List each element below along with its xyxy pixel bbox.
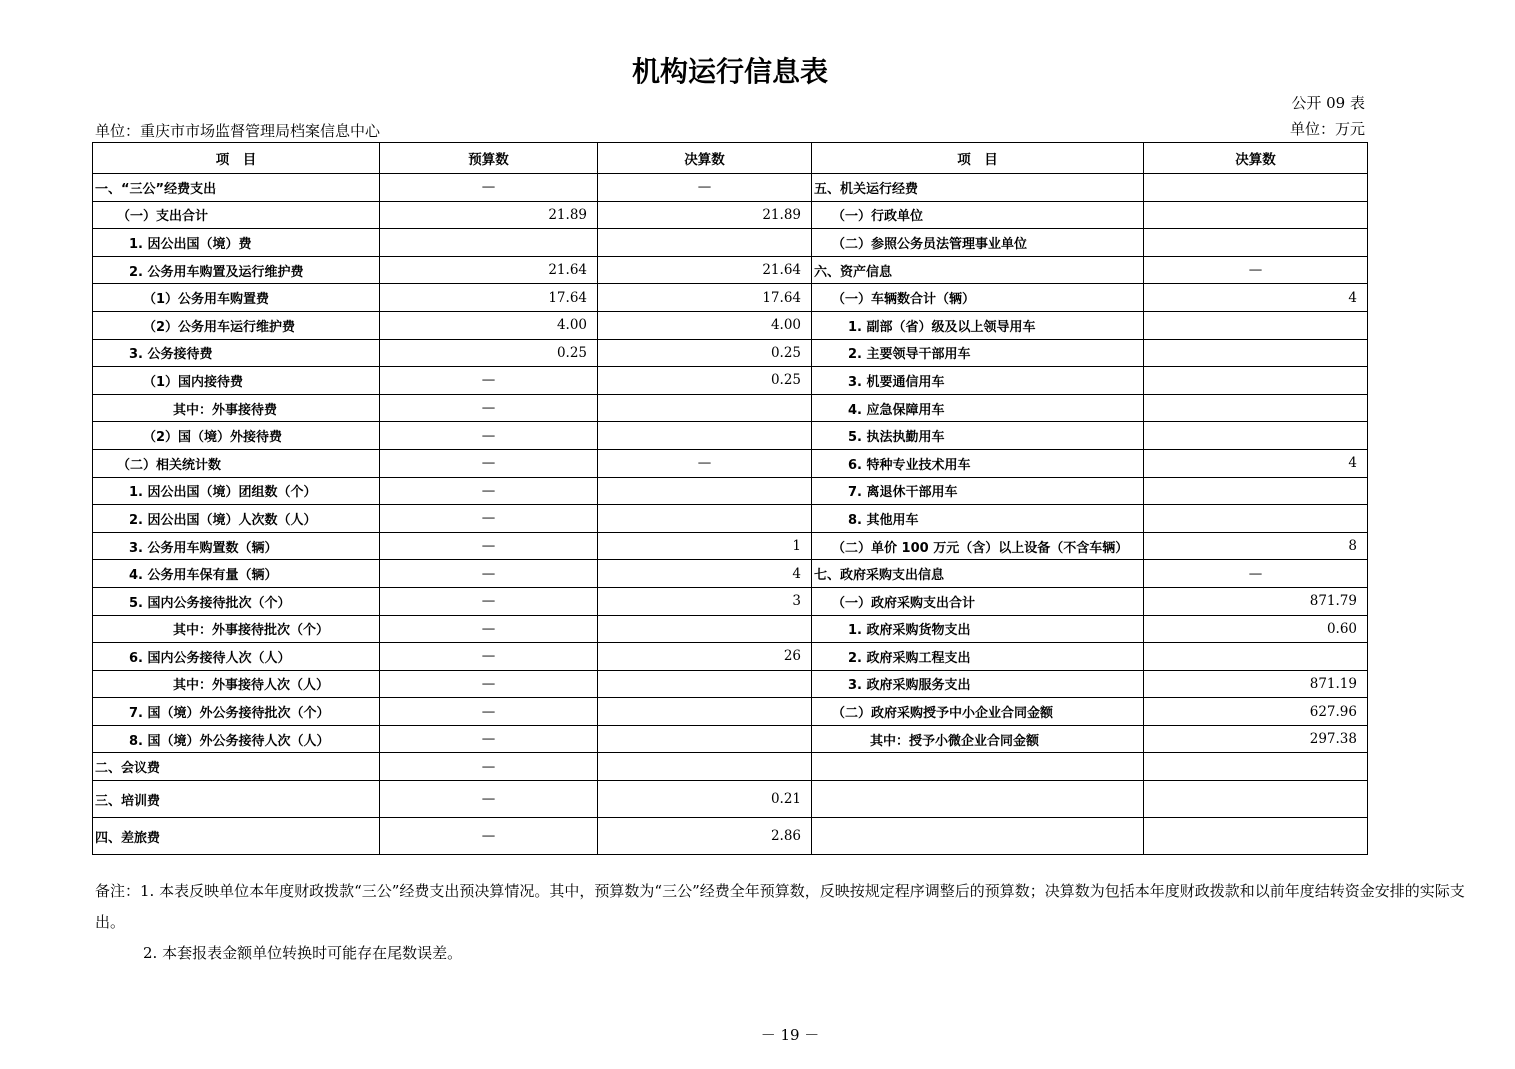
table-row bbox=[93, 532, 1368, 560]
final-value-left: 0.21 bbox=[598, 781, 812, 818]
final-value-right bbox=[1144, 229, 1368, 257]
left-item-label: （2）国（境）外接待费 bbox=[93, 422, 380, 450]
right-item-label: 8. 其他用车 bbox=[812, 505, 1144, 533]
budget-value bbox=[380, 229, 598, 257]
left-item-label: （2）公务用车运行维护费 bbox=[93, 311, 380, 339]
left-item-label: （二）相关统计数 bbox=[93, 449, 380, 477]
final-value-right bbox=[1144, 201, 1368, 229]
table-row bbox=[93, 422, 1368, 450]
table-row bbox=[93, 725, 1368, 753]
final-value-left bbox=[598, 394, 812, 422]
budget-value: — bbox=[380, 422, 598, 450]
final-value-left bbox=[598, 505, 812, 533]
left-item-label: 1. 因公出国（境）团组数（个） bbox=[93, 477, 380, 505]
right-item-label: 1. 政府采购货物支出 bbox=[812, 615, 1144, 643]
left-item-label: 其中：外事接待费 bbox=[93, 394, 380, 422]
final-value-left bbox=[598, 753, 812, 781]
final-value-left: 0.25 bbox=[598, 339, 812, 367]
left-item-label: 8. 国（境）外公务接待人次（人） bbox=[93, 725, 380, 753]
right-item-label: 2. 政府采购工程支出 bbox=[812, 643, 1144, 671]
table-row bbox=[93, 339, 1368, 367]
left-item-label: 4. 公务用车保有量（辆） bbox=[93, 560, 380, 588]
final-value-left: 21.64 bbox=[598, 256, 812, 284]
right-item-label: 其中：授予小微企业合同金额 bbox=[812, 725, 1144, 753]
table-row bbox=[93, 615, 1368, 643]
final-value-right: 627.96 bbox=[1144, 698, 1368, 726]
final-value-left bbox=[598, 477, 812, 505]
budget-value: 0.25 bbox=[380, 339, 598, 367]
right-item-label: 5. 执法执勤用车 bbox=[812, 422, 1144, 450]
notes bbox=[95, 876, 1485, 969]
budget-value: — bbox=[380, 725, 598, 753]
budget-value: — bbox=[380, 532, 598, 560]
budget-value: — bbox=[380, 560, 598, 588]
final-value-right: 871.19 bbox=[1144, 670, 1368, 698]
left-item-label: 四、差旅费 bbox=[93, 818, 380, 855]
table-row bbox=[93, 477, 1368, 505]
table-row bbox=[93, 201, 1368, 229]
left-item-label: 其中：外事接待批次（个） bbox=[93, 615, 380, 643]
col-header-final-right: 决算数 bbox=[1144, 143, 1368, 174]
budget-value: 17.64 bbox=[380, 284, 598, 312]
right-item-label bbox=[812, 818, 1144, 855]
right-item-label: 五、机关运行经费 bbox=[812, 174, 1144, 202]
left-item-label: 其中：外事接待人次（人） bbox=[93, 670, 380, 698]
table-row bbox=[93, 256, 1368, 284]
info-table bbox=[92, 142, 1368, 855]
left-item-label: 1. 因公出国（境）费 bbox=[93, 229, 380, 257]
final-value-right: 0.60 bbox=[1144, 615, 1368, 643]
final-value-right: 871.79 bbox=[1144, 587, 1368, 615]
final-value-left bbox=[598, 698, 812, 726]
budget-value: — bbox=[380, 643, 598, 671]
final-value-left bbox=[598, 229, 812, 257]
left-item-label: 5. 国内公务接待批次（个） bbox=[93, 587, 380, 615]
final-value-left bbox=[598, 422, 812, 450]
final-value-left: — bbox=[598, 174, 812, 202]
left-item-label: 一、“三公”经费支出 bbox=[93, 174, 380, 202]
budget-value: — bbox=[380, 449, 598, 477]
right-item-label: 1. 副部（省）级及以上领导用车 bbox=[812, 311, 1144, 339]
right-item-label: 7. 离退休干部用车 bbox=[812, 477, 1144, 505]
right-item-label: 4. 应急保障用车 bbox=[812, 394, 1144, 422]
table-row bbox=[93, 643, 1368, 671]
right-item-label: 6. 特种专业技术用车 bbox=[812, 449, 1144, 477]
final-value-left: 1 bbox=[598, 532, 812, 560]
final-value-left: 21.89 bbox=[598, 201, 812, 229]
table-row bbox=[93, 781, 1368, 818]
right-item-label: 3. 政府采购服务支出 bbox=[812, 670, 1144, 698]
right-item-label bbox=[812, 781, 1144, 818]
budget-value: 21.64 bbox=[380, 256, 598, 284]
table-row bbox=[93, 367, 1368, 395]
budget-value: — bbox=[380, 670, 598, 698]
right-item-label: （二）政府采购授予中小企业合同金额 bbox=[812, 698, 1144, 726]
table-row bbox=[93, 174, 1368, 202]
final-value-right: 297.38 bbox=[1144, 725, 1368, 753]
budget-value: — bbox=[380, 753, 598, 781]
table-row bbox=[93, 698, 1368, 726]
left-item-label: 3. 公务接待费 bbox=[93, 339, 380, 367]
left-item-label: 3. 公务用车购置数（辆） bbox=[93, 532, 380, 560]
table-row bbox=[93, 818, 1368, 855]
final-value-left: 3 bbox=[598, 587, 812, 615]
final-value-right: 8 bbox=[1144, 532, 1368, 560]
final-value-right bbox=[1144, 753, 1368, 781]
col-header-final-left: 决算数 bbox=[598, 143, 812, 174]
right-item-label: （一）行政单位 bbox=[812, 201, 1144, 229]
final-value-left: 0.25 bbox=[598, 367, 812, 395]
left-item-label: （1）公务用车购置费 bbox=[93, 284, 380, 312]
table-row bbox=[93, 394, 1368, 422]
final-value-right bbox=[1144, 339, 1368, 367]
final-value-right bbox=[1144, 818, 1368, 855]
final-value-left: 26 bbox=[598, 643, 812, 671]
budget-value: — bbox=[380, 698, 598, 726]
budget-value: — bbox=[380, 587, 598, 615]
col-header-item-right: 项 目 bbox=[812, 143, 1144, 174]
final-value-right bbox=[1144, 311, 1368, 339]
note-2: 2. 本套报表金额单位转换时可能存在尾数误差。 bbox=[143, 944, 463, 962]
budget-value: — bbox=[380, 615, 598, 643]
final-value-left: 4.00 bbox=[598, 311, 812, 339]
budget-value: — bbox=[380, 477, 598, 505]
final-value-right bbox=[1144, 394, 1368, 422]
right-item-label: （二）单价 100 万元（含）以上设备（不含车辆） bbox=[812, 532, 1144, 560]
final-value-right bbox=[1144, 781, 1368, 818]
left-item-label: 三、培训费 bbox=[93, 781, 380, 818]
col-header-item-left: 项 目 bbox=[93, 143, 380, 174]
page-number: － 19 － bbox=[760, 1026, 820, 1044]
final-value-right: 4 bbox=[1144, 284, 1368, 312]
table-row bbox=[93, 229, 1368, 257]
final-value-left: 2.86 bbox=[598, 818, 812, 855]
table-row bbox=[93, 311, 1368, 339]
col-header-budget: 预算数 bbox=[380, 143, 598, 174]
budget-value: — bbox=[380, 367, 598, 395]
form-number: 公开 09 表 bbox=[1291, 94, 1365, 112]
table-row bbox=[93, 505, 1368, 533]
right-item-label: 3. 机要通信用车 bbox=[812, 367, 1144, 395]
final-value-right bbox=[1144, 643, 1368, 671]
left-item-label: 二、会议费 bbox=[93, 753, 380, 781]
table-row bbox=[93, 670, 1368, 698]
right-item-label: 六、资产信息 bbox=[812, 256, 1144, 284]
budget-value: 21.89 bbox=[380, 201, 598, 229]
final-value-left bbox=[598, 725, 812, 753]
final-value-left bbox=[598, 615, 812, 643]
final-value-right bbox=[1144, 505, 1368, 533]
table-row bbox=[93, 560, 1368, 588]
note-1: 备注：1. 本表反映单位本年度财政拨款“三公”经费支出预决算情况。其中，预算数为“三公”经费全年预算数，反映按规定程序调整后的预算数；决算数为包括本年度财政拨款和以前年度结转资金安排的实际支出。 bbox=[95, 882, 1465, 931]
page-title: 机构运行信息表 bbox=[631, 55, 828, 88]
table-row bbox=[93, 284, 1368, 312]
final-value-right: — bbox=[1144, 560, 1368, 588]
final-value-right: 4 bbox=[1144, 449, 1368, 477]
reporting-unit: 单位：重庆市市场监督管理局档案信息中心 bbox=[95, 122, 381, 140]
left-item-label: 6. 国内公务接待人次（人） bbox=[93, 643, 380, 671]
budget-value: — bbox=[380, 394, 598, 422]
right-item-label: （二）参照公务员法管理事业单位 bbox=[812, 229, 1144, 257]
right-item-label: 2. 主要领导干部用车 bbox=[812, 339, 1144, 367]
right-item-label: （一）车辆数合计（辆） bbox=[812, 284, 1144, 312]
budget-value: — bbox=[380, 174, 598, 202]
table-row bbox=[93, 587, 1368, 615]
final-value-left: 17.64 bbox=[598, 284, 812, 312]
right-item-label: 七、政府采购支出信息 bbox=[812, 560, 1144, 588]
budget-value: 4.00 bbox=[380, 311, 598, 339]
final-value-right bbox=[1144, 174, 1368, 202]
final-value-right: — bbox=[1144, 256, 1368, 284]
final-value-right bbox=[1144, 422, 1368, 450]
left-item-label: （一）支出合计 bbox=[93, 201, 380, 229]
left-item-label: 2. 因公出国（境）人次数（人） bbox=[93, 505, 380, 533]
currency-unit: 单位：万元 bbox=[1289, 120, 1365, 138]
budget-value: — bbox=[380, 505, 598, 533]
final-value-right bbox=[1144, 477, 1368, 505]
left-item-label: 2. 公务用车购置及运行维护费 bbox=[93, 256, 380, 284]
budget-value: — bbox=[380, 781, 598, 818]
left-item-label: 7. 国（境）外公务接待批次（个） bbox=[93, 698, 380, 726]
right-item-label: （一）政府采购支出合计 bbox=[812, 587, 1144, 615]
left-item-label: （1）国内接待费 bbox=[93, 367, 380, 395]
final-value-left: — bbox=[598, 449, 812, 477]
final-value-left: 4 bbox=[598, 560, 812, 588]
right-item-label bbox=[812, 753, 1144, 781]
table-row bbox=[93, 449, 1368, 477]
table-header-row bbox=[93, 143, 1368, 174]
table-row bbox=[93, 753, 1368, 781]
final-value-right bbox=[1144, 367, 1368, 395]
budget-value: — bbox=[380, 818, 598, 855]
final-value-left bbox=[598, 670, 812, 698]
